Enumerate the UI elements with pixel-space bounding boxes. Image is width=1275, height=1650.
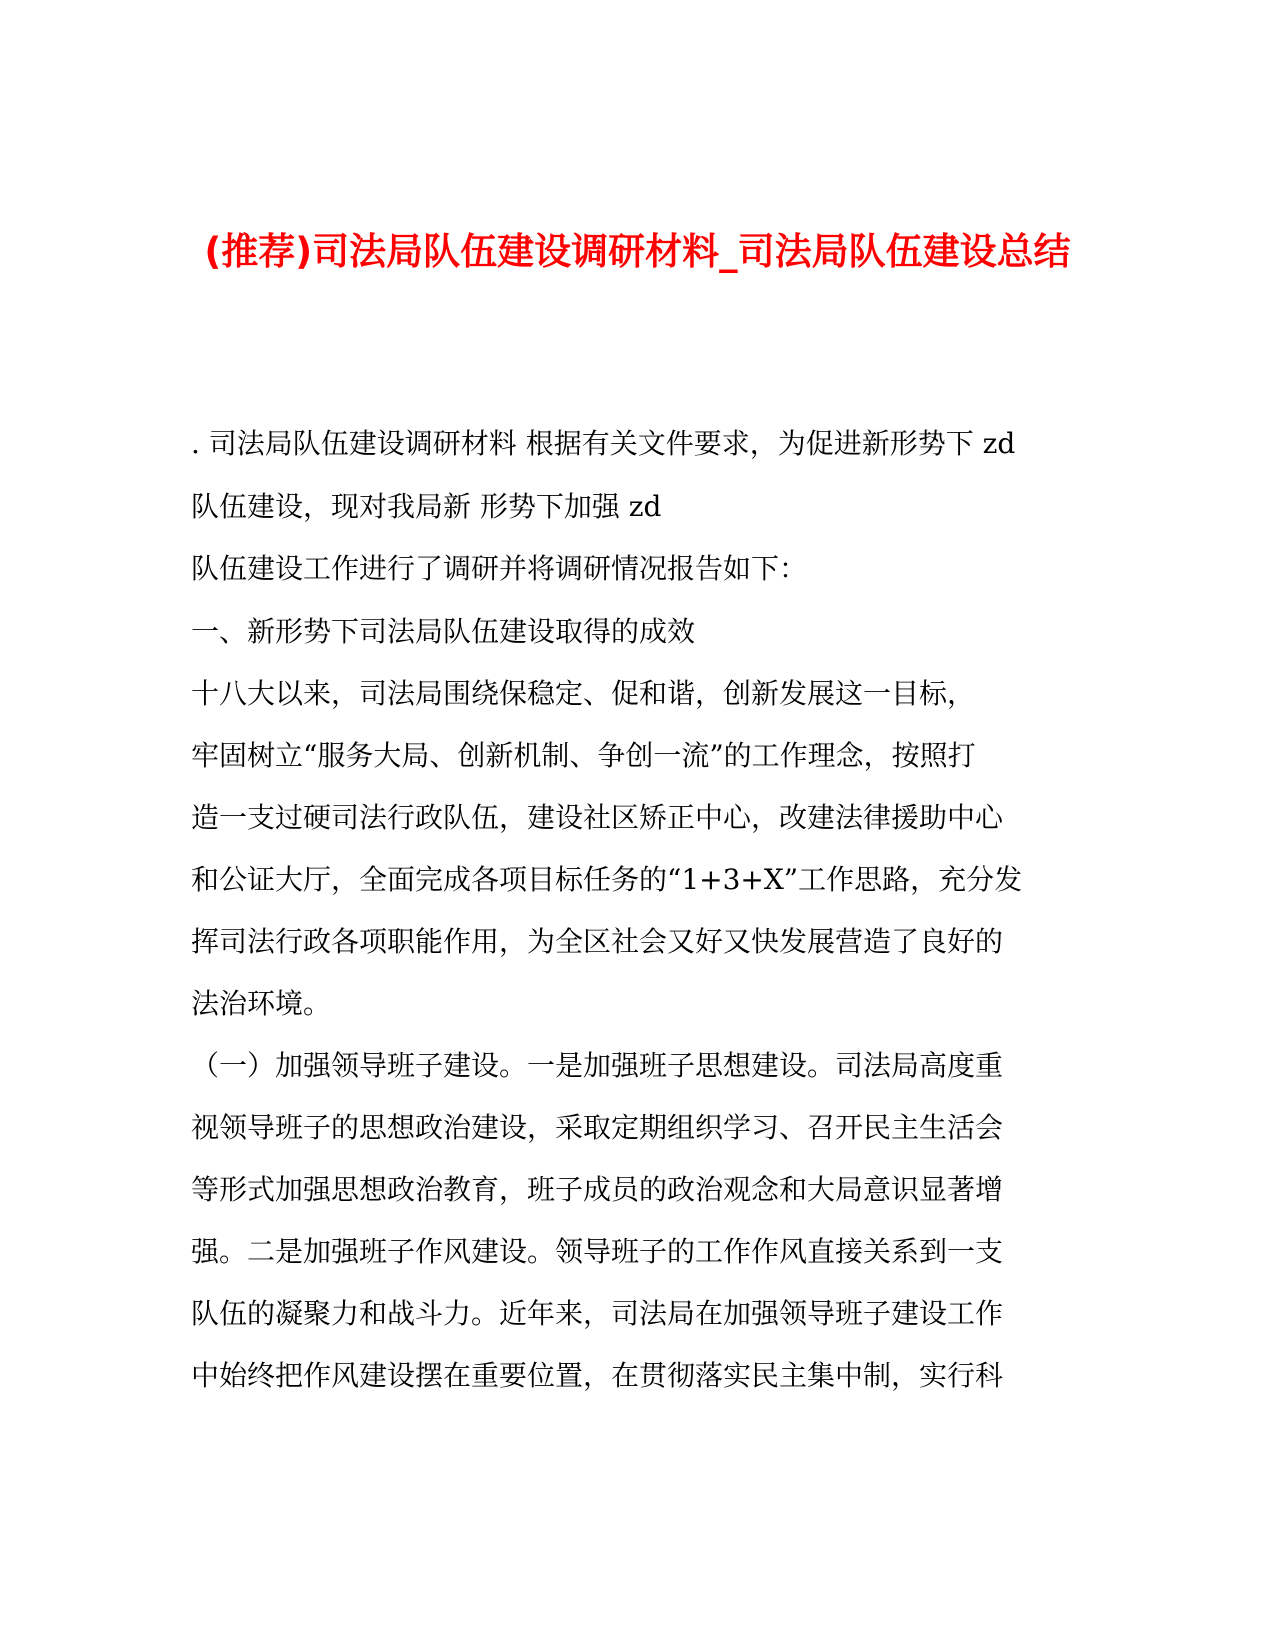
body-line: 队伍建设，现对我局新 形势下加强 zd bbox=[191, 490, 662, 523]
body-line: 等形式加强思想政治教育，班子成员的政治观念和大局意识显著增 bbox=[191, 1173, 1004, 1206]
body-line: 队伍建设工作进行了调研并将调研情况报告如下： bbox=[191, 552, 808, 585]
body-line: 中始终把作风建设摆在重要位置，在贯彻落实民主集中制，实行科 bbox=[191, 1359, 1004, 1392]
body-line: 和公证大厅，全面完成各项目标任务的“1+3+X”工作思路，充分发 bbox=[191, 863, 1023, 896]
body-line: 法治环境。 bbox=[191, 987, 332, 1020]
body-line: 视领导班子的思想政治建设，采取定期组织学习、召开民主生活会 bbox=[191, 1111, 1004, 1144]
body-line: 强。二是加强班子作风建设。领导班子的工作作风直接关系到一支 bbox=[191, 1235, 1004, 1268]
section-heading: 一、新形势下司法局队伍建设取得的成效 bbox=[191, 615, 696, 648]
body-line: 造一支过硬司法行政队伍，建设社区矫正中心，改建法律援助中心 bbox=[191, 801, 1004, 834]
body-line: 牢固树立“服务大局、创新机制、争创一流”的工作理念，按照打 bbox=[191, 739, 976, 772]
body-line: 队伍的凝聚力和战斗力。近年来，司法局在加强领导班子建设工作 bbox=[191, 1297, 1004, 1330]
body-line: 挥司法行政各项职能作用，为全区社会又好又快发展营造了良好的 bbox=[191, 925, 1004, 958]
body-line: 十八大以来，司法局围绕保稳定、促和谐，创新发展这一目标， bbox=[191, 677, 976, 710]
document-title: (推荐)司法局队伍建设调研材料_司法局队伍建设总结 bbox=[204, 230, 1071, 273]
body-line: （一）加强领导班子建设。一是加强班子思想建设。司法局高度重 bbox=[191, 1049, 1004, 1082]
body-line: . 司法局队伍建设调研材料 根据有关文件要求，为促进新形势下 zd bbox=[191, 427, 1016, 460]
